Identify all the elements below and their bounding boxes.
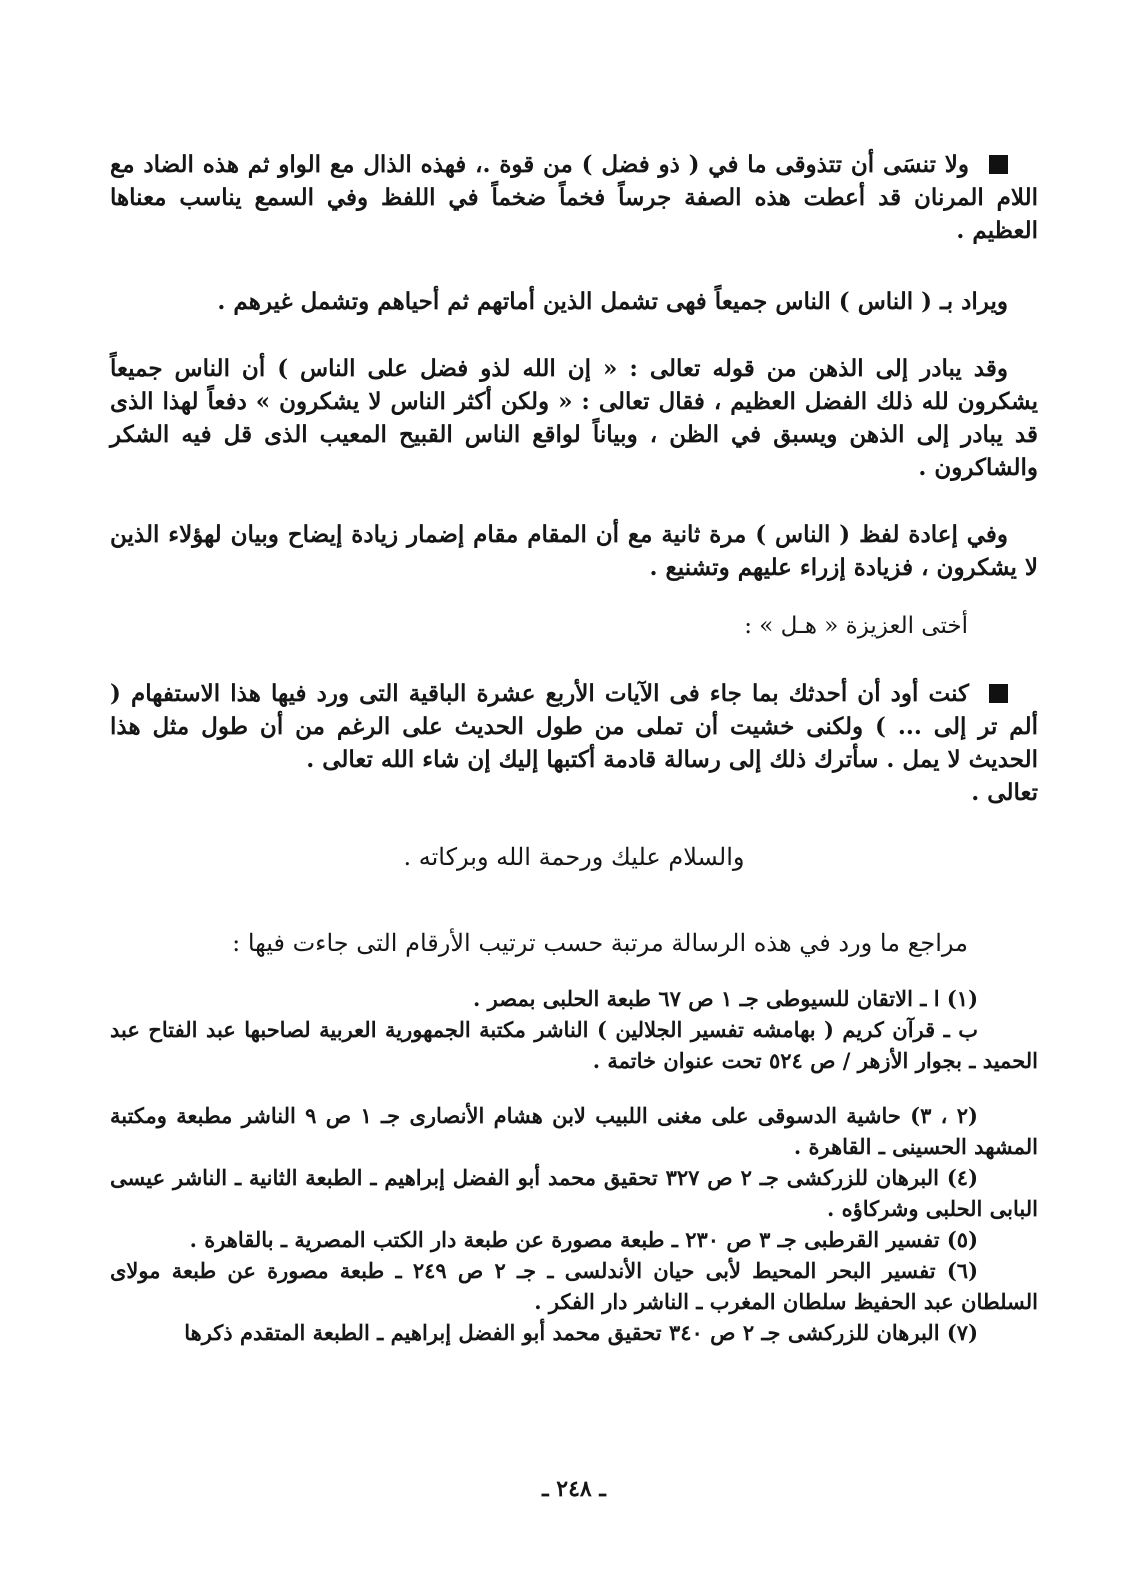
references-heading: مراجع ما ورد في هذه الرسالة مرتبة حسب ترتيب الأرقام التى جاءت فيها :	[232, 929, 968, 957]
reference-1b: ب ـ قرآن كريم ( بهامشه تفسير الجلالين ) الناشر مكتبة الجمهورية العربية لصاحبها عبد الفتاح عبد الحميد ـ بجوار الأزهر / ص ٥٢٤ تحت عنوان خاتمة .	[110, 1017, 1038, 1073]
closing-line: والسلام عليك ورحمة الله وبركاته .	[403, 843, 745, 871]
reference-2-3: (٢ ، ٣) حاشية الدسوقى على مغنى اللبيب لابن هشام الأنصارى جـ ١ ص ٩ الناشر مطبعة ومكتبة المشهد الحسينى ـ القاهرة .	[110, 1103, 1038, 1159]
reference-4: (٤) البرهان للزركشى جـ ٢ ص ٣٢٧ تحقيق محمد أبو الفضل إبراهيم ـ الطبعة الثانية ـ الناشر عيسى البابى الحلبى وشركاؤه .	[110, 1165, 1038, 1221]
reference-7: (٧) البرهان للزركشى جـ ٢ ص ٣٤٠ تحقيق محمد أبو الفضل إبراهيم ـ الطبعة المتقدم ذكرها	[184, 1320, 978, 1345]
paragraph-5-tail: تعالى .	[971, 779, 1038, 806]
paragraph-4: وفي إعادة لفظ ( الناس ) مرة ثانية مع أن المقام مقام إضمار زيادة إيضاح وبيان لهؤلاء الذين لا يشكرون ، فزيادة إزراء عليهم وتشنيع .	[110, 521, 1038, 581]
reference-1a: (١) ا ـ الاتقان للسيوطى جـ ١ ص ٦٧ طبعة الحلبى بمصر .	[473, 986, 978, 1011]
paragraph-5-text: كنت أود أن أحدثك بما جاء فى الآيات الأربع عشرة الباقية التى ورد فيها هذا الاستفهام ( ألم تر إلى ... ) ولكنى خشيت أن تملى من طول الحديث على الرغم من أن طول مثل هذا الحديث لا يمل . سأترك ذلك إلى رسالة قادمة أكتبها إليك إن شاء الله تعالى .	[110, 680, 1038, 773]
reference-5: (٥) تفسير القرطبى جـ ٣ ص ٢٣٠ ـ طبعة مصورة عن طبعة دار الكتب المصرية ـ بالقاهرة .	[189, 1227, 978, 1252]
page-body	[110, 148, 1038, 1348]
paragraph-marker-icon	[989, 684, 1008, 703]
paragraph-2: ويراد بـ ( الناس ) الناس جميعاً فهى تشمل الذين أماتهم ثم أحياهم وتشمل غيرهم .	[217, 288, 1008, 315]
paragraph-marker-icon	[989, 155, 1008, 174]
page-number: ـ ٢٤٨ ـ	[542, 1476, 606, 1502]
paragraph-5	[110, 677, 1038, 776]
section-heading: أختى العزيزة « هـل » :	[744, 613, 968, 639]
paragraph-1	[110, 148, 1038, 247]
paragraph-3: وقد يبادر إلى الذهن من قوله تعالى : « إن الله لذو فضل على الناس ) أن الناس جميعاً يشكرون لله ذلك الفضل العظيم ، فقال تعالى : « ولكن أكثر الناس لا يشكرون » دفعاً لهذا الذى قد يبادر إلى الذهن ويسبق في الظن ، وبياناً لواقع الناس القبيح المعيب الذى قل فيه الشكر والشاكرون .	[110, 355, 1038, 481]
paragraph-1-text: ولا تنسَى أن تتذوقى ما في ( ذو فضل ) من قوة .، فهذه الذال مع الواو ثم هذه الضاد مع اللام المرنان قد أعطت هذه الصفة جرساً فخماً ضخماً في اللفظ وفي السمع يناسب معناها العظيم .	[110, 151, 1038, 244]
reference-6: (٦) تفسير البحر المحيط لأبى حيان الأندلسى ـ جـ ٢ ص ٢٤٩ ـ طبعة مصورة عن طبعة مولاى السلطان عبد الحفيظ سلطان المغرب ـ الناشر دار الفكر .	[110, 1258, 1038, 1314]
